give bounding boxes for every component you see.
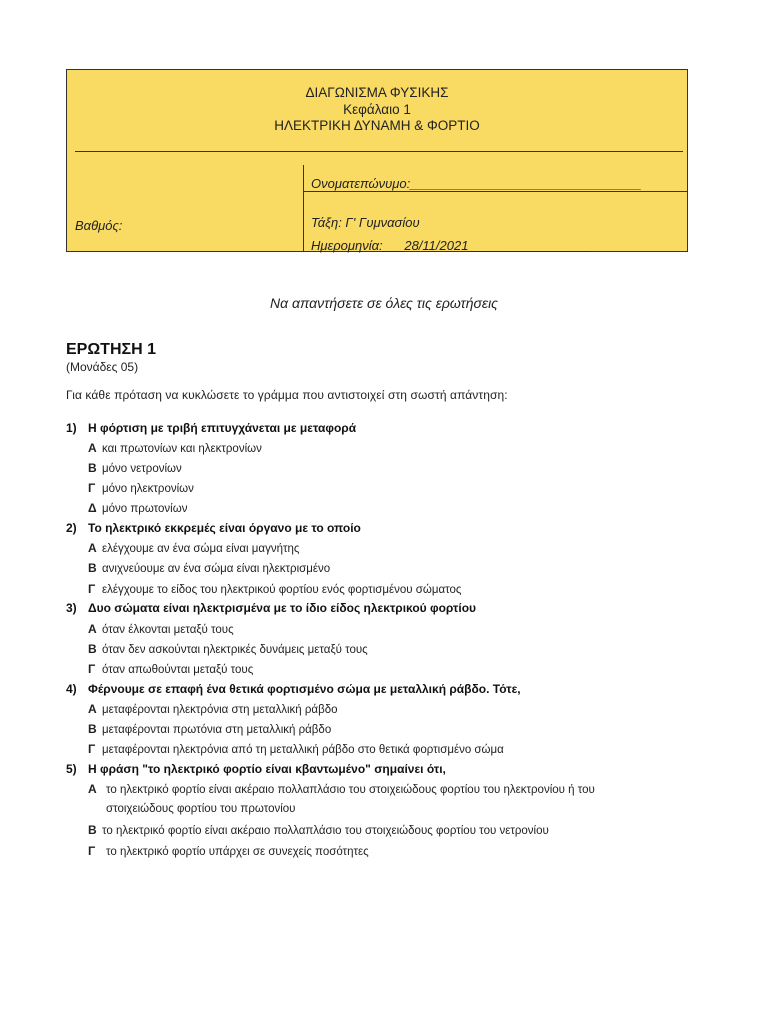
item-5-option-b[interactable] bbox=[88, 823, 549, 837]
item-number: 2) bbox=[66, 521, 77, 535]
option-text: όταν απωθούνται μεταξύ τους bbox=[102, 664, 254, 676]
option-letter: Α bbox=[88, 622, 97, 636]
option-letter: Β bbox=[88, 561, 97, 575]
item-3-option-a[interactable] bbox=[88, 622, 234, 636]
option-letter: Α bbox=[88, 441, 97, 455]
item-stem-text: Η φόρτιση με τριβή επιτυγχάνεται με μεταφορά bbox=[88, 421, 357, 435]
item-stem-text: Η φράση "το ηλεκτρικό φορτίο είναι κβαντωμένο" σημαίνει ότι, bbox=[88, 762, 446, 776]
option-text: το ηλεκτρικό φορτίο είναι ακέραιο πολλαπλάσιο του στοιχειώδους φορτίου του ηλεκτρονίου ή του bbox=[106, 784, 595, 796]
option-letter: Γ bbox=[88, 481, 96, 495]
item-2-option-c[interactable] bbox=[88, 582, 461, 596]
option-text: μόνο ηλεκτρονίων bbox=[102, 483, 194, 495]
option-letter: Γ bbox=[88, 662, 96, 676]
item-2-option-b[interactable] bbox=[88, 561, 330, 575]
option-text: όταν έλκονται μεταξύ τους bbox=[102, 624, 234, 636]
item-1-option-c[interactable] bbox=[88, 481, 194, 495]
item-1-option-a[interactable] bbox=[88, 441, 262, 455]
item-3-stem bbox=[66, 601, 476, 615]
exam-chapter-line: Κεφάλαιο 1 bbox=[343, 101, 411, 117]
option-letter: Α bbox=[88, 782, 97, 796]
item-number: 5) bbox=[66, 762, 77, 776]
option-text: μόνο πρωτονίων bbox=[102, 503, 188, 515]
item-4-option-a[interactable] bbox=[88, 702, 338, 716]
option-letter: Α bbox=[88, 541, 97, 555]
option-text: μόνο νετρονίων bbox=[102, 463, 182, 475]
item-5-option-a[interactable] bbox=[88, 782, 595, 796]
item-3-option-b[interactable] bbox=[88, 642, 368, 656]
grade-field: Βαθμός: bbox=[75, 218, 123, 233]
item-1-option-d[interactable] bbox=[88, 501, 187, 515]
option-letter: Β bbox=[88, 642, 97, 656]
exam-topic-line: ΗΛΕΚΤΡΙΚΗ ΔΥΝΑΜΗ & ΦΟΡΤΙΟ bbox=[274, 118, 480, 133]
item-stem-text: Φέρνουμε σε επαφή ένα θετικά φορτισμένο σώμα με μεταλλική ράβδο. Τότε, bbox=[88, 682, 521, 696]
header-column-divider bbox=[303, 165, 304, 252]
item-4-option-b[interactable] bbox=[88, 722, 331, 736]
item-3-option-c[interactable] bbox=[88, 662, 253, 676]
item-stem-text: Το ηλεκτρικό εκκρεμές είναι όργανο με το οποίο bbox=[88, 521, 361, 535]
item-4-option-c[interactable] bbox=[88, 742, 504, 756]
item-2-stem bbox=[66, 521, 361, 535]
option-text: ανιχνεύουμε αν ένα σώμα είναι ηλεκτρισμένο bbox=[102, 563, 331, 575]
general-instruction: Να απαντήσετε σε όλες τις ερωτήσεις bbox=[270, 295, 498, 311]
item-5-stem bbox=[66, 762, 446, 776]
option-letter: Γ bbox=[88, 844, 96, 858]
date-field: Ημερομηνία:___28/11/2021_________________ bbox=[311, 238, 592, 253]
option-letter: Β bbox=[88, 461, 97, 475]
option-letter: Β bbox=[88, 722, 97, 736]
option-text: όταν δεν ασκούνται ηλεκτρικές δυνάμεις μεταξύ τους bbox=[102, 644, 368, 656]
item-5-option-c[interactable] bbox=[88, 844, 369, 858]
item-number: 4) bbox=[66, 682, 77, 696]
class-field: Τάξη: Γ' Γυμνασίου bbox=[311, 215, 420, 230]
header-field-divider bbox=[303, 191, 688, 192]
option-text: το ηλεκτρικό φορτίο υπάρχει σε συνεχείς ποσότητες bbox=[106, 846, 369, 858]
item-4-stem bbox=[66, 682, 521, 696]
student-name-field[interactable]: Ονοματεπώνυμο:________________________________ bbox=[311, 176, 642, 191]
option-text: και πρωτονίων και ηλεκτρονίων bbox=[102, 443, 262, 455]
question-points: (Μονάδες 05) bbox=[66, 360, 139, 374]
option-letter: Β bbox=[88, 823, 97, 837]
option-text: μεταφέρονται πρωτόνια στη μεταλλική ράβδο bbox=[102, 724, 332, 736]
exam-title-line: ΔΙΑΓΩΝΙΣΜΑ ΦΥΣΙΚΗΣ bbox=[305, 85, 449, 100]
option-text: μεταφέρονται ηλεκτρόνια από τη μεταλλική ράβδο στο θετικά φορτισμένο σώμα bbox=[102, 744, 504, 756]
item-1-option-b[interactable] bbox=[88, 461, 182, 475]
option-text: μεταφέρονται ηλεκτρόνια στη μεταλλική ράβδο bbox=[102, 704, 338, 716]
option-letter: Δ bbox=[88, 501, 97, 515]
item-1-stem bbox=[66, 421, 356, 435]
item-2-option-a[interactable] bbox=[88, 541, 299, 555]
option-letter: Α bbox=[88, 702, 97, 716]
item-number: 1) bbox=[66, 421, 77, 435]
option-letter: Γ bbox=[88, 582, 96, 596]
option-text: ελέγχουμε το είδος του ηλεκτρικού φορτίου ενός φορτισμένου σώματος bbox=[102, 584, 462, 596]
option-text: το ηλεκτρικό φορτίο είναι ακέραιο πολλαπλάσιο του στοιχειώδους φορτίου του νετρονίου bbox=[102, 825, 549, 837]
question-title: ΕΡΩΤΗΣΗ 1 bbox=[66, 341, 156, 358]
exam-header-box bbox=[66, 69, 688, 252]
item-number: 3) bbox=[66, 601, 77, 615]
item-5-option-a-continuation: στοιχειώδους φορτίου του πρωτονίου bbox=[106, 803, 296, 815]
option-letter: Γ bbox=[88, 742, 96, 756]
header-divider bbox=[75, 151, 683, 152]
item-stem-text: Δυο σώματα είναι ηλεκτρισμένα με το ίδιο είδος ηλεκτρικού φορτίου bbox=[88, 601, 477, 615]
option-text: ελέγχουμε αν ένα σώμα είναι μαγνήτης bbox=[102, 543, 300, 555]
question-intro: Για κάθε πρόταση να κυκλώσετε το γράμμα που αντιστοιχεί στη σωστή απάντηση: bbox=[66, 388, 508, 402]
exam-title bbox=[67, 85, 687, 135]
